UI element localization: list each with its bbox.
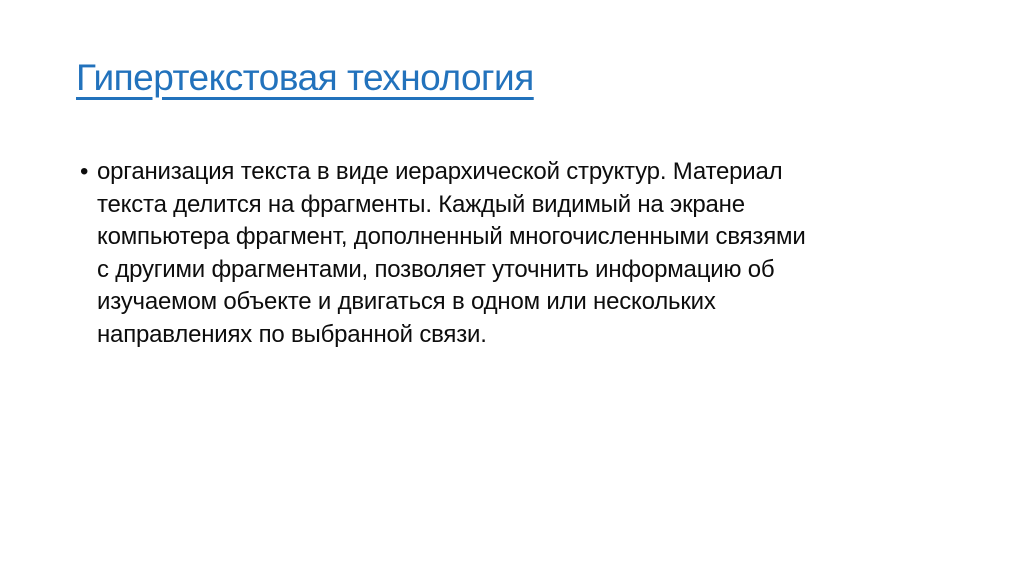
bullet-paragraph <box>97 156 960 351</box>
bullet-line: направлениях по выбранной связи. <box>97 320 487 348</box>
bullet-line: организация текста в виде иерархической структур. Материал <box>97 158 783 185</box>
bullet-line: изучаемом объекте и двигаться в одном или нескольких <box>97 288 716 315</box>
bullet-line: с другими фрагментами, позволяет уточнить информацию об <box>97 255 775 283</box>
bullet-marker: • <box>80 158 89 185</box>
bullet-line: компьютера фрагмент, дополненный многочисленными связями <box>97 223 806 250</box>
slide-body <box>80 156 960 351</box>
bullet-line: текста делится на фрагменты. Каждый видимый на экране <box>97 190 745 218</box>
slide-title: Гипертекстовая технология <box>76 57 534 98</box>
